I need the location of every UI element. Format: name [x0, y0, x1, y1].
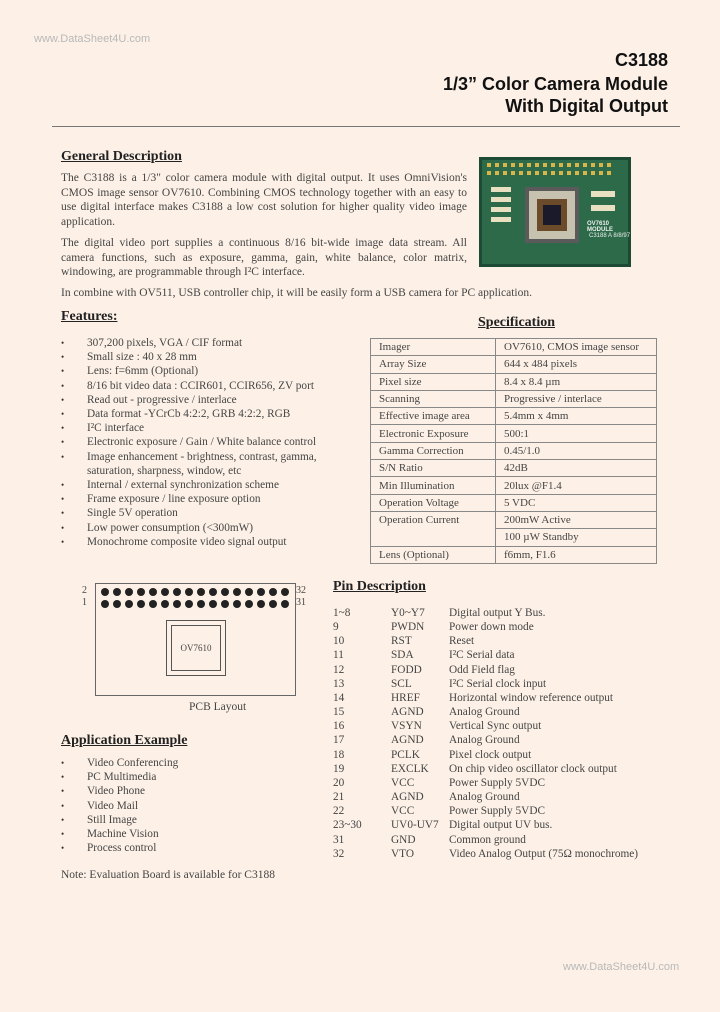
camera-module-photo [479, 157, 631, 267]
spec-key: Operation Current [371, 511, 496, 546]
pin-signal: VSYN [391, 720, 422, 733]
pin-function: Analog Ground [449, 791, 520, 804]
pin-function: Vertical Sync output [449, 720, 542, 733]
pcb-pin-dot [257, 588, 265, 596]
spec-value: 5.4mm x 4mm [496, 408, 657, 425]
pin-number: 21 [333, 791, 345, 804]
pin-number: 1~8 [333, 607, 351, 619]
pin-number: 17 [333, 734, 345, 747]
pin-row [333, 762, 638, 776]
pin-number: 23~30 [333, 819, 362, 832]
feature-item: • 307,200 pixels, VGA / CIF format [61, 336, 347, 350]
feature-item: • Data format -YCrCb 4:2:2, GRB 4:2:2, RGB [61, 407, 347, 421]
application-heading: Application Example [61, 733, 188, 748]
pcb-pin-dot [269, 600, 277, 608]
pcb-pin-dot [125, 588, 133, 596]
sensor-chip: OV7610 [171, 625, 221, 671]
spec-key: Min Illumination [371, 477, 496, 494]
title-line-2: 1/3” Color Camera Module [442, 74, 668, 94]
feature-item: • Frame exposure / line exposure option [61, 492, 347, 506]
pin-function: I²C Serial data [449, 649, 515, 662]
pin-function: Horizontal window reference output [449, 691, 614, 704]
pin-row [333, 677, 638, 691]
application-item: • Still Image [61, 813, 301, 827]
pin-signal: AGND [391, 706, 424, 719]
spec-row [371, 511, 657, 528]
pcb-pin-header [99, 586, 291, 610]
pin-description-table [333, 606, 638, 861]
pin-number: 13 [333, 677, 345, 690]
pcb-pin-label-2: 2 [82, 585, 87, 596]
pcb-pin-dot [137, 588, 145, 596]
pcb-pin-dot [101, 588, 109, 596]
pin-row [333, 648, 638, 662]
pcb-pin-dot [173, 588, 181, 596]
pin-function: Reset [449, 635, 475, 648]
application-item: • PC Multimedia [61, 770, 301, 784]
pin-row [333, 776, 638, 790]
pcb-pin-dot [173, 600, 181, 608]
pin-row [333, 833, 638, 847]
pcb-pin-dot [197, 600, 205, 608]
feature-item: • Lens: f=6mm (Optional) [61, 364, 347, 378]
pin-function: Power Supply 5VDC [449, 805, 546, 818]
pin-signal: VCC [391, 776, 415, 789]
pin-description-heading: Pin Description [333, 579, 426, 594]
header-rule [52, 126, 680, 127]
pcb-pin-dot [221, 600, 229, 608]
pin-number: 32 [333, 847, 345, 860]
spec-key: S/N Ratio [371, 460, 496, 477]
pcb-pin-dot [185, 588, 193, 596]
application-list [61, 756, 301, 855]
pcb-pin-dot [269, 588, 277, 596]
pin-function: Power Supply 5VDC [449, 776, 546, 789]
pin-function: Digital output Y Bus. [449, 607, 546, 619]
spec-key: Gamma Correction [371, 442, 496, 459]
pin-number: 19 [333, 762, 345, 775]
specification-table [370, 338, 657, 564]
pin-function: Analog Ground [449, 706, 520, 719]
spec-value: Progressive / interlace [496, 390, 657, 407]
pcb-pin-dot [221, 588, 229, 596]
feature-item: • 8/16 bit video data : CCIR601, CCIR656, ZV port [61, 379, 347, 393]
spec-key: Electronic Exposure [371, 425, 496, 442]
spec-value: f6mm, F1.6 [496, 546, 657, 563]
pcb-pin-dot [161, 588, 169, 596]
pin-number: 16 [333, 720, 345, 733]
spec-key: Array Size [371, 356, 496, 373]
pcb-pin-label-32: 32 [296, 585, 306, 596]
pcb-caption: PCB Layout [189, 701, 247, 713]
application-item: • Video Conferencing [61, 756, 301, 770]
spec-value: 500:1 [496, 425, 657, 442]
spec-value: 42dB [496, 460, 657, 477]
pcb-pin-dot [209, 600, 217, 608]
pin-row [333, 748, 638, 762]
application-item: • Video Mail [61, 799, 301, 813]
pin-row [333, 847, 638, 861]
pcb-pin-dot [233, 600, 241, 608]
pin-signal: RST [391, 635, 412, 648]
features-heading: Features: [61, 309, 118, 324]
pin-number: 14 [333, 691, 345, 704]
pcb-pin-dot [161, 600, 169, 608]
pin-row [333, 804, 638, 818]
spec-row [371, 339, 657, 356]
spec-value: OV7610, CMOS image sensor [496, 339, 657, 356]
watermark-bottom: www.DataSheet4U.com [563, 961, 680, 973]
feature-item: • I²C interface [61, 421, 347, 435]
pcb-pin-dot [125, 600, 133, 608]
pin-signal: SDA [391, 649, 414, 662]
feature-item: • Internal / external synchronization scheme [61, 478, 347, 492]
pin-number: 11 [333, 649, 344, 662]
pin-number: 15 [333, 706, 345, 719]
pcb-pin-dot [281, 600, 289, 608]
pin-row [333, 818, 638, 832]
pcb-pin-dot [137, 600, 145, 608]
pin-signal: PWDN [391, 621, 425, 634]
pin-function: Digital output UV bus. [449, 819, 553, 832]
sensor-outline [166, 620, 226, 676]
title-line-3: With Digital Output [505, 96, 668, 116]
general-description-p2: The digital video port supplies a continuous 8/16 bit-wide image data stream. All camera functions, such as exposure, gamma, gain, white balance, color matrix, windowing, are programmable through I²C interface. [61, 237, 467, 278]
spec-value: 644 x 484 pixels [496, 356, 657, 373]
pin-row [333, 719, 638, 733]
spec-row [371, 356, 657, 373]
pcb-pin-dot [185, 600, 193, 608]
pin-row [333, 790, 638, 804]
pin-signal: FODD [391, 663, 422, 676]
pin-row [333, 705, 638, 719]
pcb-pin-label-1: 1 [82, 597, 87, 608]
pin-row [333, 691, 638, 705]
pcb-pin-dot [245, 588, 253, 596]
photo-sub-label: C3188 A 8/8/97 [589, 233, 631, 239]
feature-item: • Read out - progressive / interlace [61, 393, 347, 407]
spec-row [371, 477, 657, 494]
pin-number: 12 [333, 663, 345, 676]
evaluation-note: Note: Evaluation Board is available for C3188 [61, 869, 275, 881]
pin-signal: AGND [391, 791, 424, 804]
pin-row [333, 663, 638, 677]
pcb-pin-dot [257, 600, 265, 608]
pcb-pin-dot [113, 588, 121, 596]
part-number: C3188 [614, 50, 668, 70]
pin-function: Pixel clock output [449, 748, 532, 761]
feature-item: • Electronic exposure / Gain / White balance control [61, 435, 347, 449]
pcb-pin-dot [281, 588, 289, 596]
pin-row [333, 620, 638, 634]
pcb-outline [95, 583, 296, 696]
pin-number: 22 [333, 805, 345, 818]
pin-row [333, 634, 638, 648]
spec-value: 20lux @F1.4 [496, 477, 657, 494]
pcb-pin-dot [197, 588, 205, 596]
feature-item: • Monochrome composite video signal output [61, 535, 347, 549]
spec-row [371, 546, 657, 563]
specification-heading: Specification [478, 315, 555, 330]
spec-row [371, 494, 657, 511]
spec-key: Imager [371, 339, 496, 356]
spec-value: 5 VDC [496, 494, 657, 511]
application-item: • Process control [61, 841, 301, 855]
spec-key: Lens (Optional) [371, 546, 496, 563]
pcb-pin-dot [209, 588, 217, 596]
spec-row [371, 425, 657, 442]
pin-function: Analog Ground [449, 734, 520, 747]
pcb-pin-label-31: 31 [296, 597, 306, 608]
spec-value: 8.4 x 8.4 µm [496, 373, 657, 390]
pcb-pin-dot [113, 600, 121, 608]
photo-label: OV7610 MODULE [587, 221, 613, 233]
watermark-top: www.DataSheet4U.com [34, 33, 151, 45]
pcb-pin-dot [149, 588, 157, 596]
pin-row [333, 606, 638, 620]
pin-signal: VCC [391, 805, 415, 818]
pin-signal: SCL [391, 677, 412, 690]
spec-value: 200mW Active [496, 511, 657, 528]
pin-function: Video Analog Output (75Ω monochrome) [449, 847, 639, 860]
general-description-heading: General Description [61, 149, 182, 164]
pin-function: Odd Field flag [449, 663, 515, 676]
pin-function: I²C Serial clock input [449, 677, 547, 690]
pin-number: 31 [333, 833, 345, 846]
pin-function: Power down mode [449, 621, 534, 634]
pcb-pin-dot [149, 600, 157, 608]
spec-value: 100 µW Standby [496, 529, 657, 546]
spec-row [371, 390, 657, 407]
pin-signal: VTO [391, 847, 415, 860]
spec-key: Operation Voltage [371, 494, 496, 511]
application-item: • Video Phone [61, 784, 301, 798]
spec-key: Effective image area [371, 408, 496, 425]
spec-row [371, 442, 657, 459]
pin-signal: UV0-UV7 [391, 819, 439, 832]
pin-number: 10 [333, 635, 345, 648]
pin-number: 9 [333, 621, 339, 634]
pcb-pin-dot [233, 588, 241, 596]
pin-number: 18 [333, 748, 345, 761]
feature-item: • Small size : 40 x 28 mm [61, 350, 347, 364]
pin-row [333, 733, 638, 747]
spec-key: Pixel size [371, 373, 496, 390]
spec-row [371, 373, 657, 390]
spec-row [371, 460, 657, 477]
pin-signal: HREF [391, 691, 420, 704]
pin-signal: AGND [391, 734, 424, 747]
pin-signal: GND [391, 833, 416, 846]
feature-item: • Low power consumption (<300mW) [61, 521, 347, 535]
features-list [61, 336, 347, 549]
spec-key: Scanning [371, 390, 496, 407]
pin-signal: PCLK [391, 748, 420, 761]
spec-value: 0.45/1.0 [496, 442, 657, 459]
pcb-pin-dot [245, 600, 253, 608]
general-description-p3: In combine with OV511, USB controller chip, it will be easily form a USB camera for PC application. [61, 287, 532, 299]
pin-signal: EXCLK [391, 762, 429, 775]
pin-signal: Y0~Y7 [391, 607, 425, 619]
application-item: • Machine Vision [61, 827, 301, 841]
spec-row [371, 408, 657, 425]
feature-item: • Single 5V operation [61, 506, 347, 520]
pin-number: 20 [333, 776, 345, 789]
pin-function: On chip video oscillator clock output [449, 762, 617, 775]
pcb-pin-dot [101, 600, 109, 608]
feature-item: • Image enhancement - brightness, contrast, gamma, saturation, sharpness, window, etc [61, 450, 347, 478]
general-description-p1: The C3188 is a 1/3" color camera module with digital output. It uses OmniVision's CMOS image sensor OV7610. Combining CMOS technology together with an easy to use digital interface makes C3188 a low cost solution for higher quality video image application. [61, 172, 467, 228]
pin-function: Common ground [449, 833, 526, 846]
